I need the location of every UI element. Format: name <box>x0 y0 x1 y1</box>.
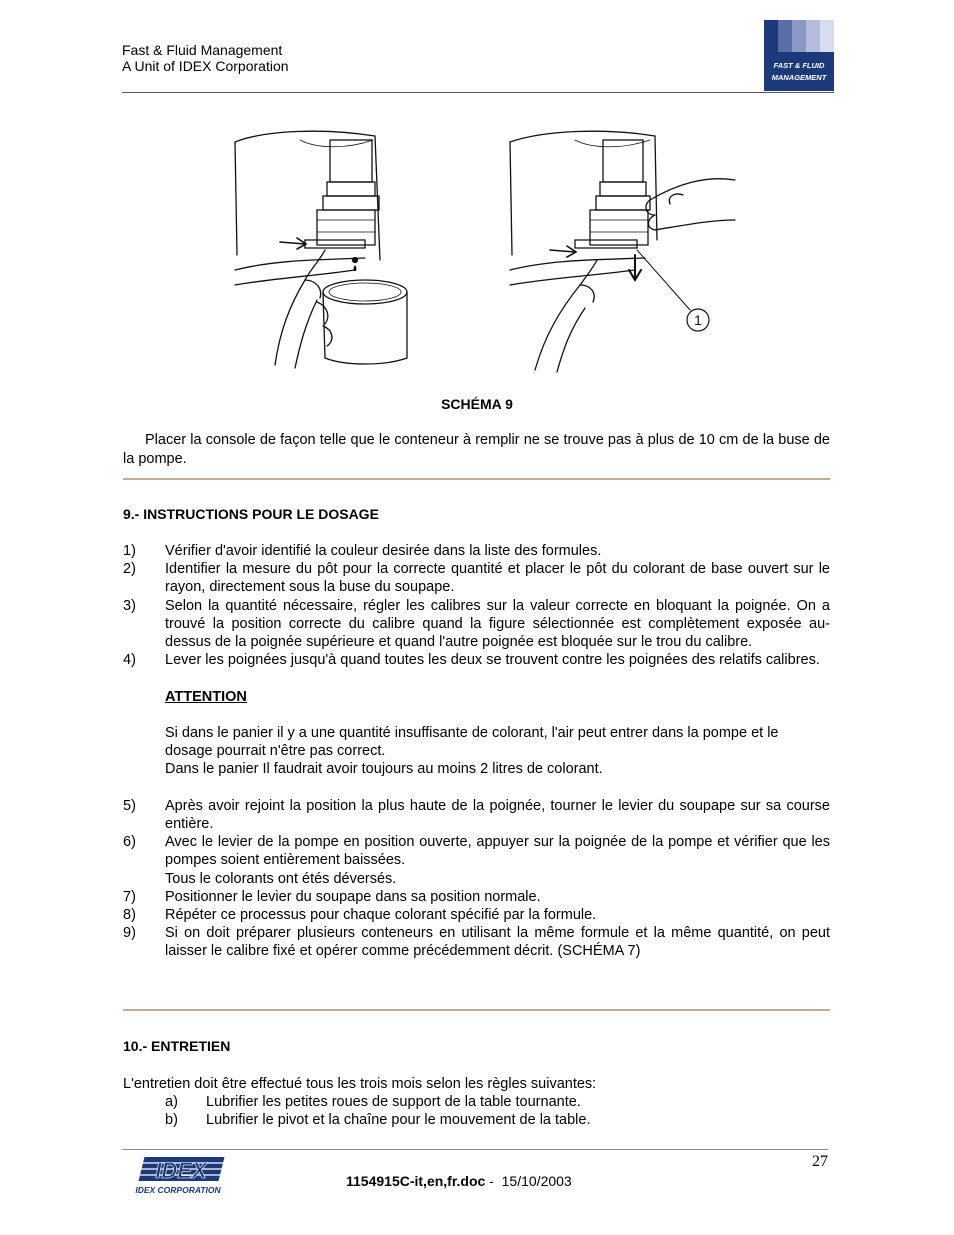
section-divider <box>123 478 830 480</box>
footer-doc-info <box>346 1173 572 1189</box>
dosage-instructions <box>123 542 830 961</box>
doc-filename: 1154915C-it,en,fr.doc <box>346 1173 486 1189</box>
item-number: 5) <box>123 797 136 814</box>
page-number: 27 <box>812 1153 828 1170</box>
list-item <box>123 797 830 833</box>
list-item <box>123 651 830 669</box>
list-item <box>123 597 830 652</box>
list-item <box>123 833 830 869</box>
item-text: Tous le colorants ont étés déversés. <box>165 870 397 887</box>
item-number: 3) <box>123 597 136 614</box>
figure-caption: SCHÉMA 9 <box>441 396 513 412</box>
list-item <box>123 542 830 560</box>
item-number: 1) <box>123 543 136 559</box>
item-text: Lever les poignées jusqu'à quand toutes les deux se trouvent contre les poignées des relatifs calibres. <box>165 652 820 669</box>
item-letter: a) <box>165 1094 178 1110</box>
item-text: Avec le levier de la pompe en position ouverte, appuyer sur la poignée de la pompe et vérifier que les pompes soient entièrement baissées. <box>165 834 830 869</box>
item-text: Selon la quantité nécessaire, régler les calibres sur la valeur correcte en bloquant la poignée. On a trouvé la position correcte du calibre quand la figure sélectionnée est complètement exposée au-dessus de la poignée supérieure et quand l'autre poignée est bloquée sur le trou du calibre. <box>165 597 830 651</box>
list-item <box>123 870 830 888</box>
attention-title: ATTENTION <box>165 688 247 705</box>
item-text: Lubrifier les petites roues de support de la table tournante. <box>206 1094 581 1110</box>
list-item <box>123 560 830 596</box>
item-text: Positionner le levier du soupape dans sa position normale. <box>165 888 541 905</box>
item-text: Si on doit préparer plusieurs conteneurs en utilisant la même formule et la même quantité, on peut laisser le calibre fixé et opérer comme précédemment décrit. (SCHÉMA 7) <box>165 925 830 960</box>
maintenance-intro: L'entretien doit être effectué tous les trois mois selon les règles suivantes: <box>123 1076 597 1092</box>
doc-date: 15/10/2003 <box>501 1173 572 1189</box>
section-9-title: 9.- INSTRUCTIONS POUR LE DOSAGE <box>123 506 379 522</box>
company-subtitle: A Unit of IDEX Corporation <box>122 58 289 74</box>
logo-text-1: FAST & FLUID <box>773 61 825 70</box>
idex-logo <box>123 1155 233 1197</box>
company-name: Fast & Fluid Management <box>122 42 283 58</box>
item-number: 2) <box>123 561 136 578</box>
item-text: Lubrifier le pivot et la chaîne pour le mouvement de la table. <box>206 1112 591 1128</box>
maintenance-list <box>165 1093 590 1129</box>
pump-dosing-illustration <box>205 120 740 390</box>
footer-rule <box>122 1149 828 1150</box>
fast-fluid-logo <box>764 20 834 91</box>
list-item <box>165 1111 590 1129</box>
attention-text-2: Dans le panier Il faudrait avoir toujours au moins 2 litres de colorant. <box>165 761 603 778</box>
item-number: 7) <box>123 888 136 905</box>
intro-paragraph: Placer la console de façon telle que le conteneur à remplir ne se trouve pas à plus de 10 cm de la buse de la pompe. <box>123 432 830 467</box>
item-text: Identifier la mesure du pôt pour la correcte quantité et placer le pôt du colorant de base ouvert sur le rayon, directement sous la buse du soupape. <box>165 561 830 596</box>
item-number: 9) <box>123 925 136 942</box>
list-item <box>123 888 830 906</box>
item-number: 8) <box>123 907 136 924</box>
section-divider <box>123 1009 830 1011</box>
idex-logo-text: IDEX <box>155 1158 207 1183</box>
section-10-title: 10.- ENTRETIEN <box>123 1038 231 1054</box>
logo-text-2: MANAGEMENT <box>771 73 827 82</box>
list-item <box>123 906 830 924</box>
header-rule <box>122 92 834 93</box>
callout-number: 1 <box>694 312 702 328</box>
item-letter: b) <box>165 1112 178 1128</box>
item-number: 4) <box>123 652 136 669</box>
attention-text-1: Si dans le panier il y a une quantité insuffisante de colorant, l'air peut entrer dans la pompe et le dosage pourrait n'être pas correct. <box>165 725 779 760</box>
idex-corp-text: IDEX CORPORATION <box>135 1185 221 1195</box>
item-text: Répéter ce processus pour chaque colorant spécifié par la formule. <box>165 907 597 924</box>
header-company <box>122 42 289 74</box>
item-number: 6) <box>123 834 136 851</box>
list-item <box>165 1093 590 1111</box>
list-item <box>123 924 830 960</box>
footer-separator: - <box>485 1173 502 1189</box>
item-text: Vérifier d'avoir identifié la couleur desirée dans la liste des formules. <box>165 543 602 559</box>
item-text: Après avoir rejoint la position la plus haute de la poignée, tourner le levier du soupape sur sa course entière. <box>165 797 830 832</box>
